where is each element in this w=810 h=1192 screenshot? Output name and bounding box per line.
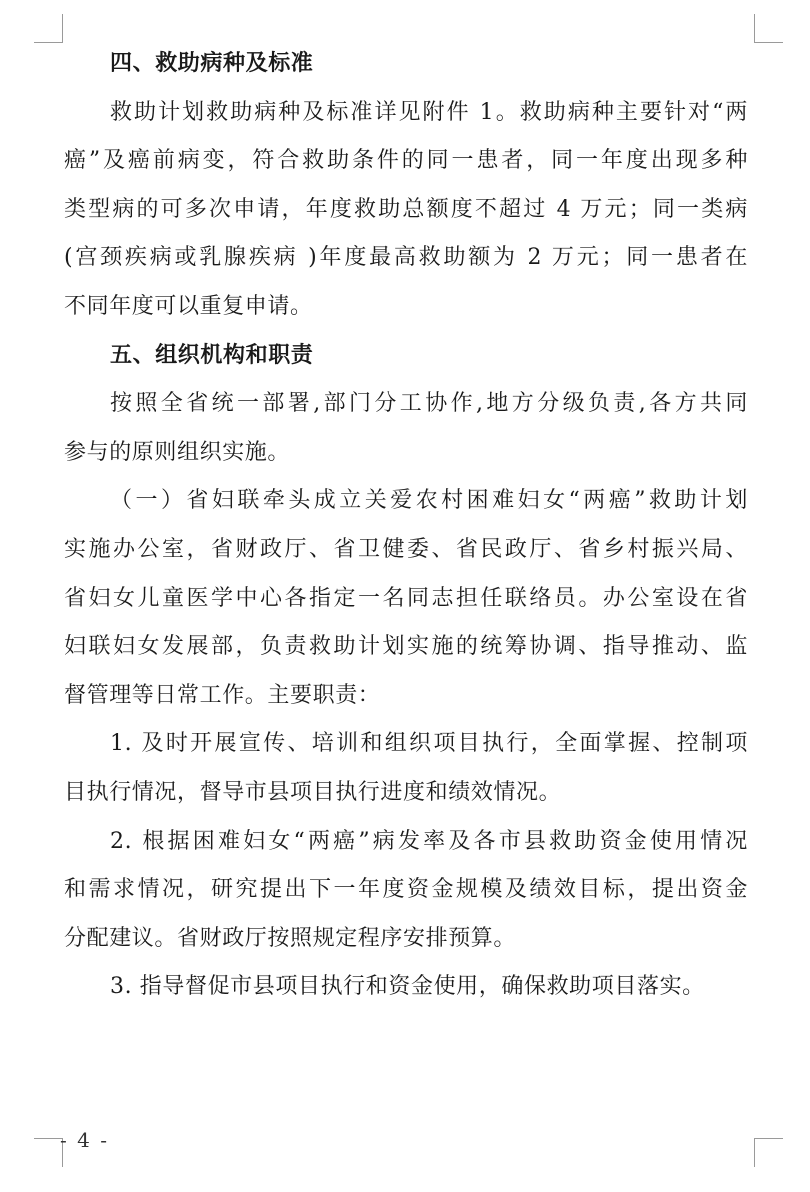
paragraph-line: 类型病的可多次申请，年度救助总额度不超过 4 万元；同一类病 <box>64 196 748 222</box>
list-item-line: 目执行情况，督导市县项目执行进度和绩效情况。 <box>64 779 562 805</box>
section-heading: 四、救助病种及标准 <box>110 51 314 76</box>
paragraph-line: (宫颈疾病或乳腺疾病 )年度最高救助额为 2 万元；同一患者在 <box>64 245 748 271</box>
paragraph-line: 省妇女儿童医学中心各指定一名同志担任联络员。办公室设在省 <box>64 585 748 611</box>
paragraph-line: 救助计划救助病种及标准详见附件 1。救助病种主要针对“两 <box>110 99 748 125</box>
crop-mark-bottom-left <box>34 1138 63 1167</box>
crop-mark-top-left <box>34 14 63 43</box>
list-item-line: 3. 指导督促市县项目执行和资金使用，确保救助项目落实。 <box>110 974 705 1000</box>
page-number: - 4 - <box>60 1128 109 1152</box>
list-item-line: 1. 及时开展宣传、培训和组织项目执行，全面掌握、控制项 <box>110 731 748 757</box>
paragraph-line: 督管理等日常工作。主要职责： <box>64 682 381 708</box>
paragraph-line: 妇联妇女发展部，负责救助计划实施的统筹协调、指导推动、监 <box>64 634 748 660</box>
list-item-line: 2. 根据困难妇女“两癌”病发率及各市县救助资金使用情况 <box>110 828 748 854</box>
list-item-line: 分配建议。省财政厅按照规定程序安排预算。 <box>64 925 517 951</box>
paragraph-line: 参与的原则组织实施。 <box>64 439 291 465</box>
paragraph-line: 实施办公室，省财政厅、省卫健委、省民政厅、省乡村振兴局、 <box>64 536 748 562</box>
paragraph-line: 癌”及癌前病变，符合救助条件的同一患者，同一年度出现多种 <box>64 148 748 174</box>
crop-mark-bottom-right <box>754 1138 783 1167</box>
paragraph-line: 不同年度可以重复申请。 <box>64 293 313 319</box>
list-item-line: 和需求情况，研究提出下一年度资金规模及绩效目标，提出资金 <box>64 877 748 903</box>
paragraph-line: 按照全省统一部署,部门分工协作,地方分级负责,各方共同 <box>110 391 748 417</box>
paragraph-line: （一）省妇联牵头成立关爱农村困难妇女“两癌”救助计划 <box>110 488 748 514</box>
section-heading: 五、组织机构和职责 <box>110 342 314 368</box>
crop-mark-top-right <box>754 14 783 43</box>
document-body <box>64 40 748 1012</box>
